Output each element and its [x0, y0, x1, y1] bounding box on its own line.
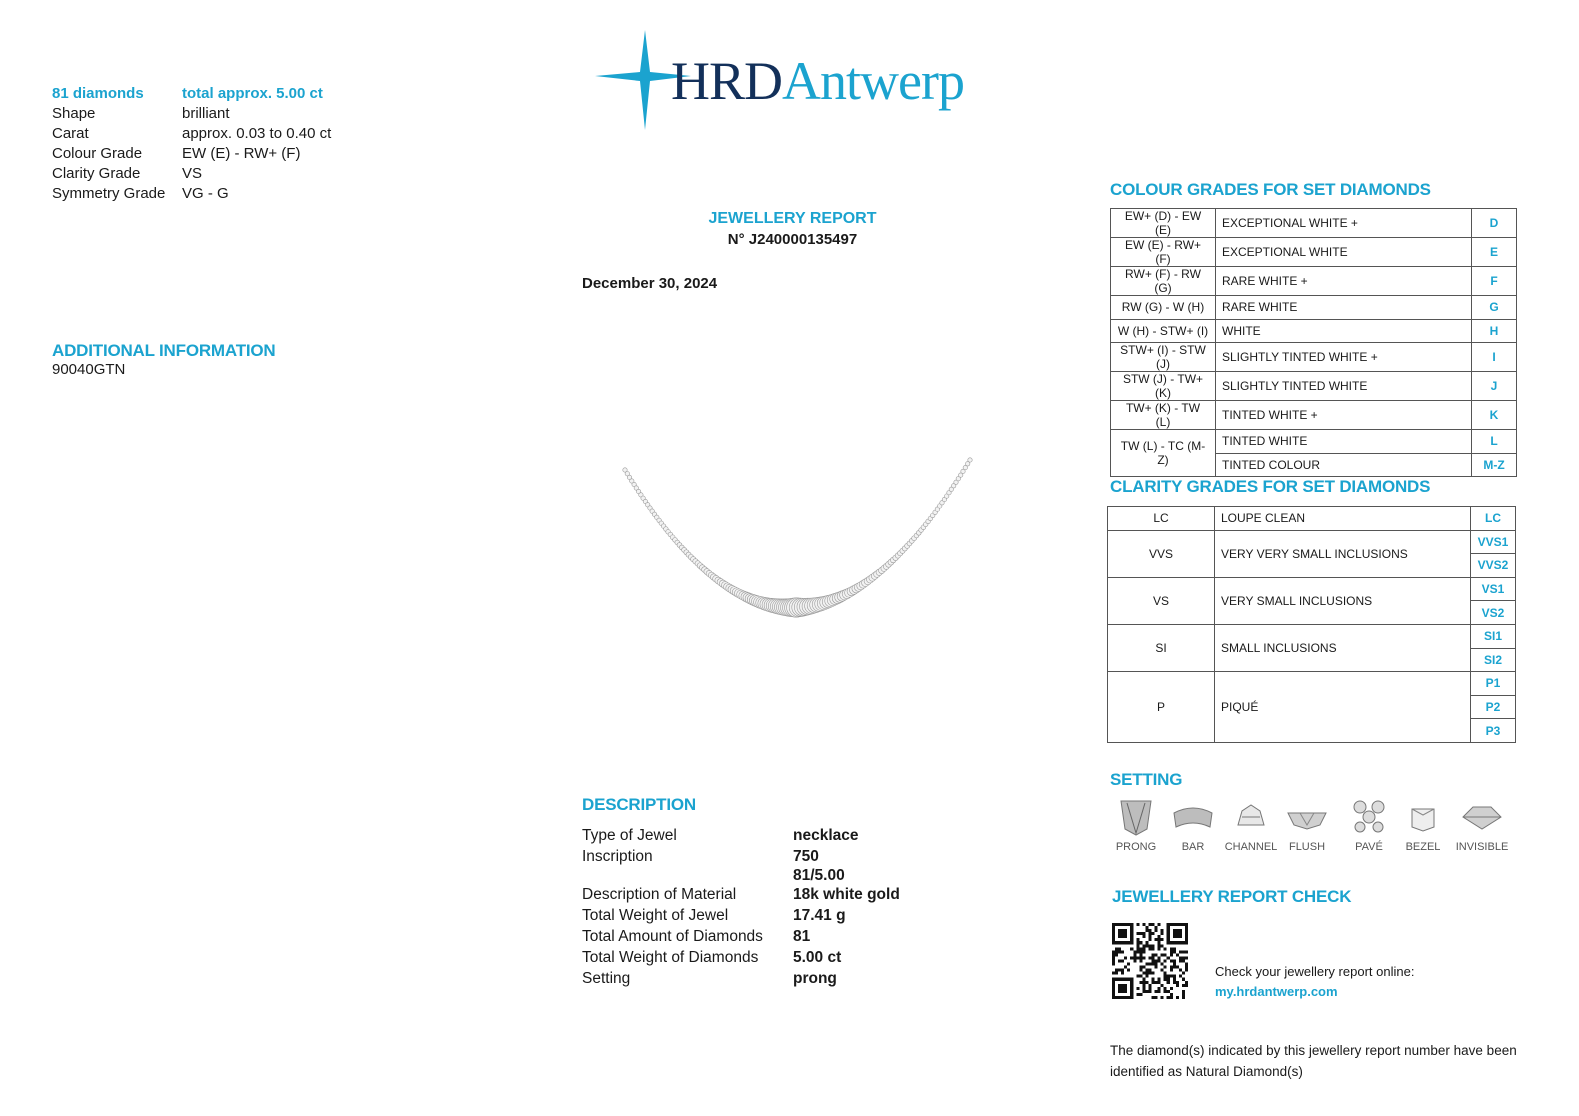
summary-value: EW (E) - RW+ (F) [182, 145, 301, 162]
summary-key: Carat [52, 125, 89, 142]
total-carat: total approx. 5.00 ct [182, 85, 323, 102]
colour-grade-row [1111, 430, 1517, 454]
colour-grade-row [1111, 267, 1517, 296]
clarity-grade-name: PIQUÉ [1215, 672, 1471, 743]
clarity-grade-code: P1 [1471, 672, 1516, 696]
setting-label: BEZEL [1405, 841, 1441, 853]
logo-hrd: HRD [671, 51, 783, 111]
setting-label: PRONG [1115, 841, 1157, 853]
description-table [582, 825, 900, 989]
colour-grade-code: J [1472, 372, 1517, 401]
setting-pav [1336, 795, 1402, 853]
summary-row [52, 164, 331, 184]
clarity-grade-name: VERY VERY SMALL INCLUSIONS [1215, 530, 1471, 577]
description-key: Inscription [582, 848, 653, 865]
colour-grade-code: K [1472, 401, 1517, 430]
colour-grade-code: H [1472, 319, 1517, 343]
colour-grade-name: WHITE [1216, 319, 1472, 343]
bezel-icon [1400, 795, 1446, 837]
colour-grade-range: STW+ (I) - STW (J) [1111, 343, 1216, 372]
diamond-count: 81 diamonds [52, 85, 144, 102]
colour-grade-code: E [1472, 238, 1517, 267]
description-value: 5.00 ct [793, 949, 842, 966]
description-row [582, 884, 900, 905]
description-value: 18k white gold [793, 886, 900, 903]
report-check-text: Check your jewellery report online: [1215, 964, 1415, 979]
colour-grade-name: TINTED WHITE + [1216, 401, 1472, 430]
clarity-grade-abbr: VS [1108, 577, 1215, 624]
description-row [582, 947, 900, 968]
natural-diamond-note [1110, 1040, 1530, 1082]
description-value: necklace [793, 827, 859, 844]
summary-row [52, 104, 331, 124]
colour-grade-name: RARE WHITE + [1216, 267, 1472, 296]
description-key: Total Weight of Jewel [582, 907, 729, 924]
clarity-grade-code: LC [1471, 507, 1516, 531]
colour-grade-row [1111, 238, 1517, 267]
additional-information [52, 341, 276, 379]
description-value: prong [793, 970, 837, 987]
summary-row [52, 144, 331, 164]
description-key: Type of Jewel [582, 827, 677, 844]
report-header [700, 210, 885, 248]
invisible-icon [1459, 795, 1505, 837]
footer-line: The diamond(s) indicated by this jewellery report number have been [1110, 1043, 1517, 1058]
description-value: 81 [793, 928, 811, 945]
clarity-grade-row [1108, 507, 1516, 531]
report-check-title: JEWELLERY REPORT CHECK [1112, 887, 1352, 906]
colour-grade-code: D [1472, 209, 1517, 238]
clarity-grade-code: SI1 [1471, 624, 1516, 648]
summary-key: Symmetry Grade [52, 185, 166, 202]
colour-grade-range: RW (G) - W (H) [1111, 296, 1216, 320]
colour-grade-code: I [1472, 343, 1517, 372]
clarity-grade-row [1108, 577, 1516, 601]
clarity-grades-title: CLARITY GRADES FOR SET DIAMONDS [1110, 477, 1431, 496]
colour-grade-code: L [1472, 430, 1517, 454]
diamond-summary [52, 84, 331, 204]
description-row [582, 968, 900, 989]
clarity-grade-abbr: VVS [1108, 530, 1215, 577]
clarity-grade-abbr: P [1108, 672, 1215, 743]
additional-information-value: 90040GTN [52, 361, 126, 378]
necklace-image [600, 445, 995, 670]
colour-grade-name: TINTED WHITE [1216, 430, 1472, 454]
hrd-antwerp-logo [593, 28, 1013, 138]
logo-antwerp: Antwerp [782, 51, 964, 111]
colour-grades-title: COLOUR GRADES FOR SET DIAMONDS [1110, 180, 1431, 199]
summary-value: brilliant [182, 105, 230, 122]
setting-prong [1110, 795, 1162, 853]
summary-row [52, 124, 331, 144]
summary-key: Shape [52, 105, 96, 122]
setting-flush [1278, 795, 1336, 853]
colour-grade-code: F [1472, 267, 1517, 296]
colour-grade-name: EXCEPTIONAL WHITE [1216, 238, 1472, 267]
colour-grade-code: M-Z [1472, 453, 1517, 477]
clarity-grade-row [1108, 672, 1516, 696]
setting-label: CHANNEL [1224, 841, 1278, 853]
report-title: JEWELLERY REPORT [708, 210, 877, 227]
summary-key: Colour Grade [52, 145, 143, 162]
colour-grade-row [1111, 296, 1517, 320]
description-title: DESCRIPTION [582, 795, 696, 814]
setting-channel [1224, 795, 1278, 853]
summary-value: VS [182, 165, 203, 182]
colour-grade-name: SLIGHTLY TINTED WHITE + [1216, 343, 1472, 372]
colour-grade-range: TW+ (K) - TW (L) [1111, 401, 1216, 430]
channel-icon [1228, 795, 1274, 837]
colour-grade-code: G [1472, 296, 1517, 320]
colour-grade-range: EW (E) - RW+ (F) [1111, 238, 1216, 267]
qr-code-icon [1112, 923, 1188, 999]
clarity-grade-name: VERY SMALL INCLUSIONS [1215, 577, 1471, 624]
summary-value: VG - G [182, 185, 229, 202]
description-row [582, 867, 900, 884]
colour-grades-table [1110, 208, 1517, 477]
report-number: N° J240000135497 [727, 231, 858, 248]
diamond-stone [968, 458, 972, 462]
description-key: Setting [582, 970, 631, 987]
clarity-grade-code: VVS1 [1471, 530, 1516, 554]
setting-title: SETTING [1110, 770, 1183, 789]
colour-grade-range: W (H) - STW+ (I) [1111, 319, 1216, 343]
summary-value: approx. 0.03 to 0.40 ct [182, 125, 332, 142]
clarity-grade-name: LOUPE CLEAN [1215, 507, 1471, 531]
report-check-link[interactable]: my.hrdantwerp.com [1215, 984, 1338, 999]
bar-icon [1170, 795, 1216, 837]
colour-grade-name: EXCEPTIONAL WHITE + [1216, 209, 1472, 238]
clarity-grade-code: P3 [1471, 719, 1516, 743]
prong-icon [1113, 795, 1159, 837]
colour-grade-row [1111, 343, 1517, 372]
summary-row [52, 184, 331, 204]
colour-grade-range: EW+ (D) - EW (E) [1111, 209, 1216, 238]
additional-information-title: ADDITIONAL INFORMATION [52, 341, 276, 360]
clarity-grade-code: VS1 [1471, 577, 1516, 601]
description-row [582, 825, 900, 846]
clarity-grade-code: P2 [1471, 695, 1516, 719]
colour-grade-row [1111, 319, 1517, 343]
clarity-grade-code: SI2 [1471, 648, 1516, 672]
description-section [582, 795, 900, 989]
setting-label: INVISIBLE [1455, 841, 1509, 853]
description-row [582, 926, 900, 947]
setting-label: BAR [1181, 841, 1205, 853]
description-key: Description of Material [582, 886, 737, 903]
summary-key: Clarity Grade [52, 165, 141, 182]
logo-wordmark [671, 50, 964, 112]
description-value: 750 [793, 848, 819, 865]
report-check-info [1215, 962, 1414, 1002]
clarity-grade-code: VVS2 [1471, 554, 1516, 578]
clarity-grade-code: VS2 [1471, 601, 1516, 625]
clarity-grade-abbr: LC [1108, 507, 1215, 531]
flush-icon [1284, 795, 1330, 837]
description-value: 81/5.00 [793, 867, 845, 884]
pave-icon [1346, 795, 1392, 837]
description-row [582, 905, 900, 926]
description-key [582, 867, 793, 884]
clarity-grade-abbr: SI [1108, 624, 1215, 671]
footer-line: identified as Natural Diamond(s) [1110, 1064, 1303, 1079]
setting-bar [1162, 795, 1224, 853]
colour-grade-row [1111, 372, 1517, 401]
colour-grade-range: STW (J) - TW+ (K) [1111, 372, 1216, 401]
setting-invisible [1444, 795, 1520, 853]
description-value: 17.41 g [793, 907, 846, 924]
setting-icons [1110, 795, 1520, 853]
clarity-grades-table [1107, 506, 1516, 743]
colour-grade-row [1111, 209, 1517, 238]
summary-header-row [52, 84, 331, 104]
colour-grade-row [1111, 401, 1517, 430]
setting-label: FLUSH [1288, 841, 1326, 853]
colour-grade-name: TINTED COLOUR [1216, 453, 1472, 477]
description-row [582, 846, 900, 867]
clarity-grade-name: SMALL INCLUSIONS [1215, 624, 1471, 671]
report-date: December 30, 2024 [582, 275, 718, 292]
colour-grade-name: SLIGHTLY TINTED WHITE [1216, 372, 1472, 401]
description-key: Total Weight of Diamonds [582, 949, 759, 966]
setting-bezel [1402, 795, 1444, 853]
clarity-grade-row [1108, 530, 1516, 554]
clarity-grade-row [1108, 624, 1516, 648]
colour-grade-name: RARE WHITE [1216, 296, 1472, 320]
colour-grade-range: TW (L) - TC (M-Z) [1111, 430, 1216, 477]
colour-grade-range: RW+ (F) - RW (G) [1111, 267, 1216, 296]
description-key: Total Amount of Diamonds [582, 928, 763, 945]
setting-label: PAVÉ [1355, 841, 1383, 853]
